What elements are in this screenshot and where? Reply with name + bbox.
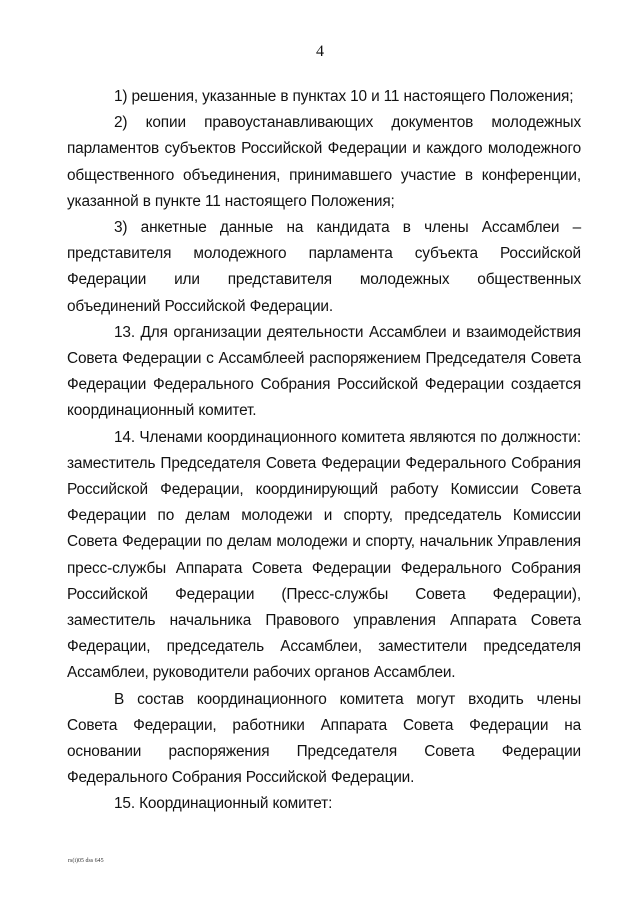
footer-code: rs(i)05 dss 645: [68, 858, 104, 864]
paragraph-15: 15. Координационный комитет:: [114, 795, 333, 813]
page-number: 4: [316, 43, 324, 60]
paragraph-item-2: 2) копии правоустанавливающих документов молодежных парламентов субъектов Российской Федерации и каждого молодежного общественного объединения, принимавшего участие в конференции, указанной в пункте 11 настоящего Положения;: [67, 114, 581, 210]
paragraph-item-1: 1) решения, указанные в пунктах 10 и 11 настоящего Положения;: [114, 88, 574, 105]
paragraph-14: 14. Членами координационного комитета являются по должности: заместитель Председателя Совета Федерации Федерального Собрания Российской Федерации, координирующий работу Комиссии Совета Федерации по делам молодежи и спорту, председатель Комиссии Совета Федерации по делам молодежи и спорту, начальник Управления пресс-службы Аппарата Совета Федерации Федерального Собрания Российской Федерации (Пресс-службы Совета Федерации), заместитель начальника Правового управления Аппарата Совета Федерации, председатель Ассамблеи, заместители председателя Ассамблеи, руководители рабочих органов Ассамблеи.: [67, 428, 581, 682]
paragraph-13: 13. Для организации деятельности Ассамблеи и взаимодействия Совета Федерации с Ассамблеей распоряжением Председателя Совета Федерации Федерального Собрания Российской Федерации создается координационный комитет.: [67, 323, 581, 420]
paragraph-item-3: 3) анкетные данные на кандидата в члены Ассамблеи – представителя молодежного парламента субъекта Российской Федерации или представителя молодежных общественных объединений Российской Федерации.: [67, 219, 581, 315]
paragraph-committee-composition: В состав координационного комитета могут входить члены Совета Федерации, работники Аппарата Совета Федерации на основании распоряжения Председателя Совета Федерации Федерального Собрания Российской Федерации.: [67, 690, 581, 787]
document-body: [67, 84, 581, 818]
